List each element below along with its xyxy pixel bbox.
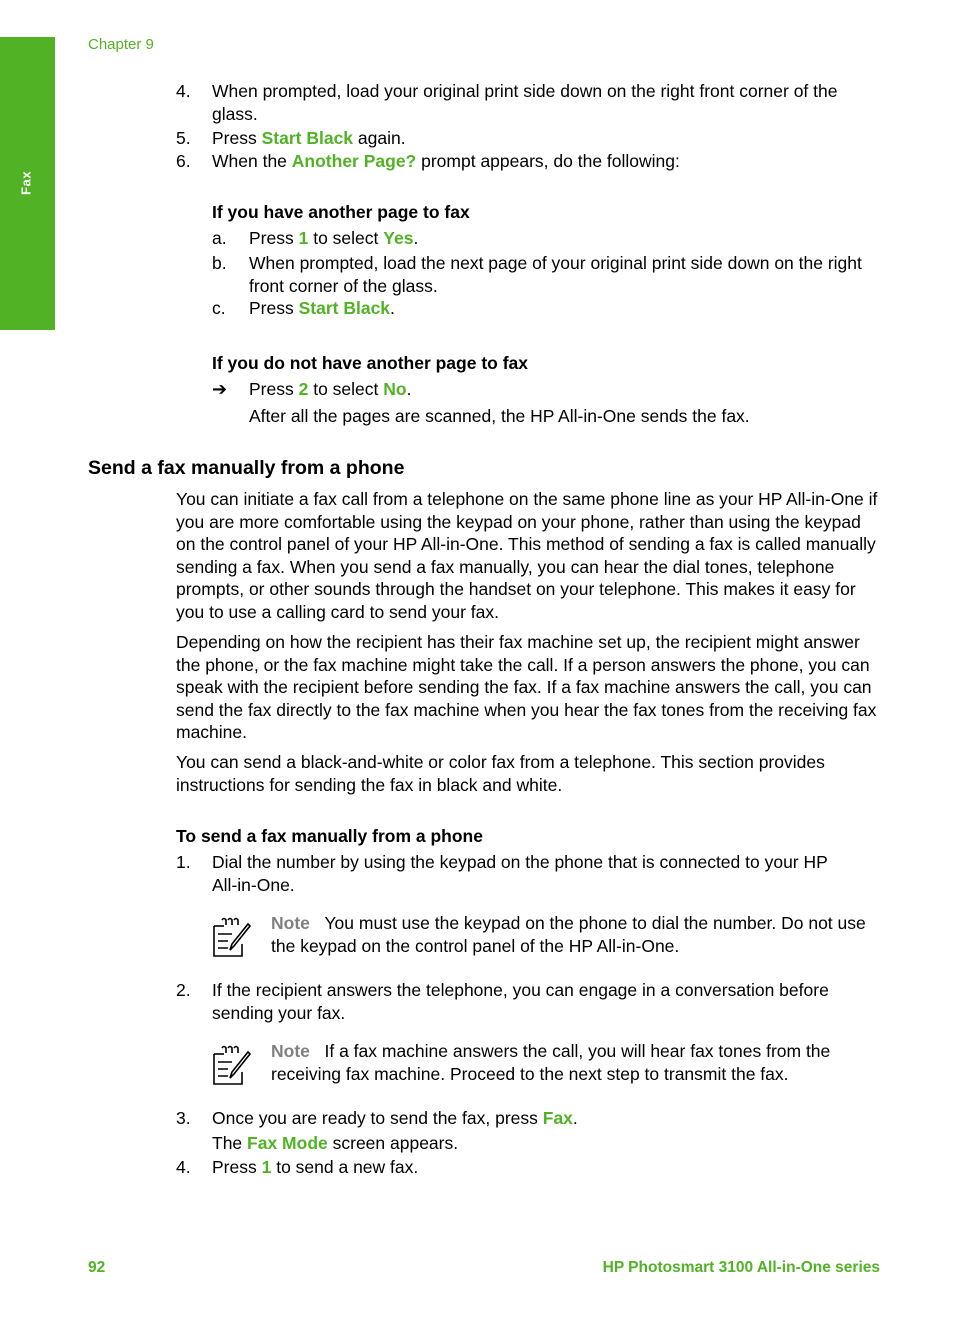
- no-page-result: After all the pages are scanned, the HP All-in-One sends the fax.: [249, 406, 750, 426]
- button-name: Start Black: [261, 128, 354, 148]
- step-number: 5.: [176, 128, 191, 148]
- note-1: Note You must use the keypad on the phone to dial the number. Do not use the keypad on the control panel of the HP All-in-One.: [271, 913, 866, 956]
- note-2: Note If a fax machine answers the call, you will hear fax tones from the receiving fax machine. Proceed to the next step to transmit the fax.: [271, 1041, 831, 1084]
- section-paragraph-1: You can initiate a fax call from a telephone on the same phone line as your HP All-in-One if you are more comfortable using the keypad on your phone, rather than using the keypad on the control panel of your HP All-in-One. This method of sending a fax is called manually sending a fax. When you send a fax manually, you can hear the dial tones, telephone prompts, or other sounds through the handset on your telephone. This makes it easy for you to use a calling card to send your fax.: [176, 489, 878, 622]
- step-text: If the recipient answers the telephone, you can engage in a conversation before sending your fax.: [212, 980, 829, 1023]
- section-heading: Send a fax manually from a phone: [88, 457, 405, 479]
- step-number: 4.: [176, 1157, 191, 1177]
- substep-text: Press Start Black.: [249, 298, 395, 318]
- step-3-result: The Fax Mode screen appears.: [212, 1133, 459, 1153]
- substep-letter: a.: [212, 228, 227, 248]
- note-label: Note: [271, 1041, 310, 1061]
- step-text: When prompted, load your original print side down on the right front corner of the glass.: [212, 81, 838, 124]
- prompt-name: Another Page?: [291, 151, 417, 171]
- step-text: Press Start Black again.: [212, 128, 406, 148]
- step-text: Press 1 to send a new fax.: [212, 1157, 419, 1177]
- side-tab-label: Fax: [18, 171, 34, 195]
- step-text: When the Another Page? prompt appears, do the following:: [212, 151, 680, 171]
- step-number: 3.: [176, 1108, 191, 1128]
- section-paragraph-3: You can send a black-and-white or color fax from a telephone. This section provides instructions for sending the fax in black and white.: [176, 752, 825, 795]
- step-number: 1.: [176, 852, 191, 872]
- arrow-right-icon: ➔: [212, 379, 228, 399]
- no-page-step: Press 2 to select No.: [249, 379, 412, 399]
- substep-letter: b.: [212, 253, 227, 273]
- substep-text: Press 1 to select Yes.: [249, 228, 419, 248]
- chapter-label: Chapter 9: [88, 36, 154, 53]
- note-pad-icon: [210, 1042, 254, 1086]
- step-number: 2.: [176, 980, 191, 1000]
- step-text: Once you are ready to send the fax, press Fax.: [212, 1108, 578, 1128]
- step-number: 4.: [176, 81, 191, 101]
- product-name: HP Photosmart 3100 All-in-One series: [602, 1259, 880, 1276]
- procedure-heading: To send a fax manually from a phone: [176, 826, 483, 846]
- substep-letter: c.: [212, 298, 226, 318]
- another-page-heading: If you have another page to fax: [212, 202, 470, 222]
- page-number: 92: [88, 1259, 106, 1276]
- substep-text: When prompted, load the next page of your original print side down on the right front corner of the glass.: [249, 253, 862, 296]
- step-number: 6.: [176, 151, 191, 171]
- note-label: Note: [271, 913, 310, 933]
- note-pad-icon: [210, 914, 254, 958]
- section-paragraph-2: Depending on how the recipient has their fax machine set up, the recipient might answer the phone, or the fax machine might take the call. If a person answers the phone, you can speak with the recipient before sending the fax. If a fax machine answers the call, you can send the fax directly to the fax machine when you hear the fax tones from the receiving fax machine.: [176, 632, 877, 743]
- step-text: Dial the number by using the keypad on the phone that is connected to your HP All-in-One.: [212, 852, 828, 895]
- no-page-heading: If you do not have another page to fax: [212, 353, 528, 373]
